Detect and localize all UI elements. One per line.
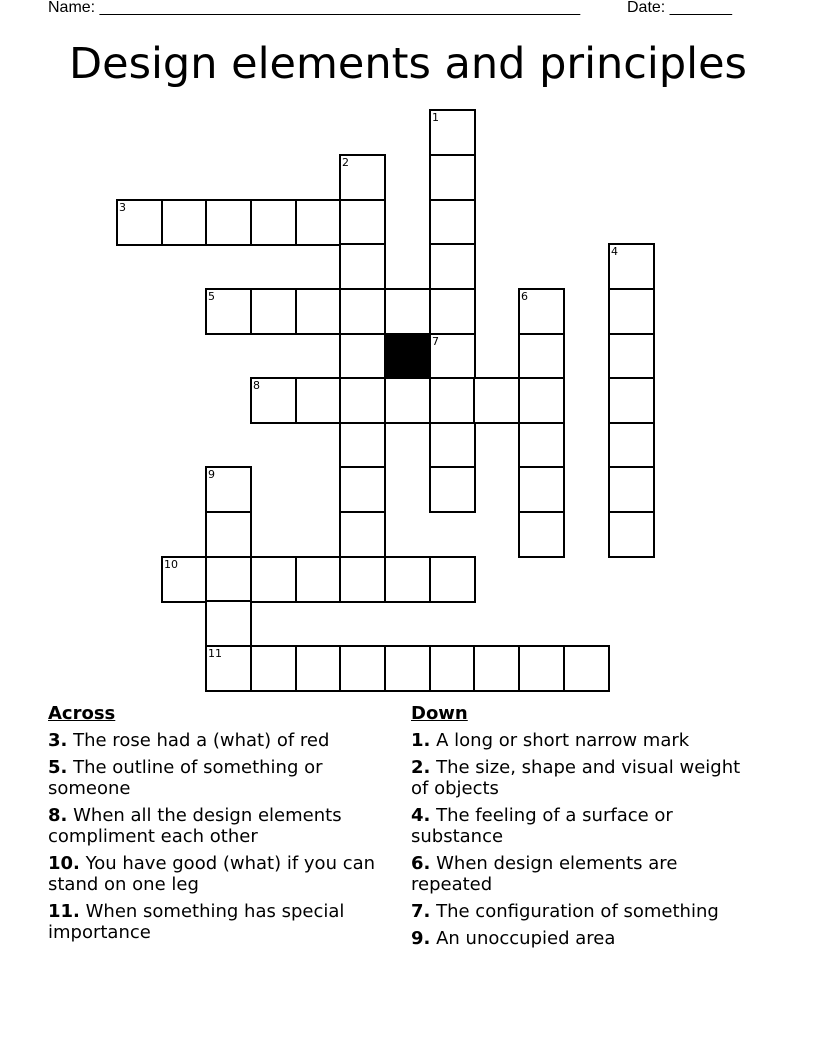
grid-cell[interactable]: [563, 645, 610, 692]
grid-cell[interactable]: [116, 199, 163, 246]
grid-cell[interactable]: [339, 422, 386, 469]
down-clue: [411, 805, 761, 847]
across-clue: [48, 730, 398, 751]
grid-cell[interactable]: [384, 377, 431, 424]
grid-cell[interactable]: [339, 645, 386, 692]
clue-number-label: 3: [119, 201, 126, 214]
grid-cell[interactable]: [429, 288, 476, 335]
across-heading: Across: [48, 703, 116, 724]
grid-cell[interactable]: [205, 511, 252, 558]
grid-cell[interactable]: [250, 645, 297, 692]
clue-text: The rose had a (what) of red: [73, 730, 330, 751]
grid-cell[interactable]: [429, 199, 476, 246]
across-clues: [48, 703, 398, 949]
grid-cell[interactable]: [295, 645, 342, 692]
clue-number: 1.: [411, 730, 431, 751]
grid-cell[interactable]: [339, 199, 386, 246]
grid-cell[interactable]: [608, 377, 655, 424]
grid-cell[interactable]: [339, 333, 386, 380]
grid-cell[interactable]: [339, 243, 386, 290]
grid-cell[interactable]: [250, 377, 297, 424]
clue-number: 10.: [48, 853, 80, 874]
grid-cell[interactable]: [429, 645, 476, 692]
grid-cell[interactable]: [608, 466, 655, 513]
grid-cell[interactable]: [339, 511, 386, 558]
clue-text: The size, shape and visual weight of objects: [411, 757, 741, 799]
grid-cell[interactable]: [429, 243, 476, 290]
clue-text: The configuration of something: [436, 901, 719, 922]
clue-number-label: 4: [611, 245, 618, 258]
down-clue: [411, 853, 761, 895]
grid-cell[interactable]: [518, 422, 565, 469]
clue-number: 4.: [411, 805, 431, 826]
clue-number-label: 9: [208, 468, 215, 481]
grid-cell[interactable]: [250, 288, 297, 335]
clue-text: When something has special importance: [48, 901, 345, 943]
grid-cell[interactable]: [518, 333, 565, 380]
grid-cell[interactable]: [161, 556, 208, 603]
grid-cell[interactable]: [250, 199, 297, 246]
clue-number: 9.: [411, 928, 431, 949]
down-clue: [411, 901, 761, 922]
clue-number: 11.: [48, 901, 80, 922]
clue-number: 2.: [411, 757, 431, 778]
clue-number-label: 10: [164, 558, 178, 571]
down-heading: Down: [411, 703, 468, 724]
clue-text: You have good (what) if you can stand on one leg: [48, 853, 376, 895]
clue-number-label: 5: [208, 290, 215, 303]
date-field[interactable]: Date: _______: [627, 0, 732, 16]
clue-number-label: 2: [342, 156, 349, 169]
clue-text: The outline of something or someone: [48, 757, 323, 799]
down-clues: [411, 703, 761, 955]
grid-cell[interactable]: [429, 109, 476, 156]
clue-number-label: 8: [253, 379, 260, 392]
grid-cell[interactable]: [384, 288, 431, 335]
grid-cell[interactable]: [608, 511, 655, 558]
grid-cell[interactable]: [339, 154, 386, 201]
across-clue: [48, 805, 398, 847]
grid-cell[interactable]: [295, 556, 342, 603]
grid-cell[interactable]: [429, 333, 476, 380]
grid-cell[interactable]: [518, 288, 565, 335]
grid-cell[interactable]: [429, 377, 476, 424]
grid-cell[interactable]: [429, 466, 476, 513]
grid-cell[interactable]: [518, 511, 565, 558]
clue-number: 3.: [48, 730, 68, 751]
grid-cell[interactable]: [384, 556, 431, 603]
across-clue: [48, 853, 398, 895]
clue-number: 6.: [411, 853, 431, 874]
grid-cell[interactable]: [205, 556, 252, 603]
grid-cell[interactable]: [250, 556, 297, 603]
grid-cell[interactable]: [339, 556, 386, 603]
grid-cell[interactable]: [518, 377, 565, 424]
down-clue: [411, 730, 761, 751]
grid-cell[interactable]: [608, 422, 655, 469]
clue-number-label: 6: [521, 290, 528, 303]
grid-cell[interactable]: [205, 288, 252, 335]
clue-number: 5.: [48, 757, 68, 778]
across-clue: [48, 757, 398, 799]
grid-cell[interactable]: [518, 466, 565, 513]
down-clue: [411, 757, 761, 799]
grid-cell[interactable]: [429, 556, 476, 603]
clue-number-label: 1: [432, 111, 439, 124]
grid-cell[interactable]: [384, 645, 431, 692]
clue-number: 7.: [411, 901, 431, 922]
grid-cell[interactable]: [161, 199, 208, 246]
clue-number-label: 7: [432, 335, 439, 348]
name-field[interactable]: Name: ______________________________________________________: [48, 0, 581, 16]
grid-cell[interactable]: [339, 466, 386, 513]
clue-text: The feeling of a surface or substance: [411, 805, 673, 847]
clue-text: An unoccupied area: [436, 928, 616, 949]
grid-cell[interactable]: [205, 466, 252, 513]
clue-number: 8.: [48, 805, 68, 826]
across-clue: [48, 901, 398, 943]
page-title: Design elements and principles: [69, 39, 747, 89]
grid-cell[interactable]: [339, 288, 386, 335]
down-clue: [411, 928, 761, 949]
grid-cell[interactable]: [429, 154, 476, 201]
grid-cell[interactable]: [205, 645, 252, 692]
grid-cell[interactable]: [608, 288, 655, 335]
grid-cell[interactable]: [473, 377, 520, 424]
grid-cell[interactable]: [205, 199, 252, 246]
grid-cell[interactable]: [295, 377, 342, 424]
grid-cell[interactable]: [518, 645, 565, 692]
grid-cell[interactable]: [429, 422, 476, 469]
grid-cell[interactable]: [339, 377, 386, 424]
clue-text: When all the design elements compliment each other: [48, 805, 342, 847]
grid-cell[interactable]: [473, 645, 520, 692]
grid-cell[interactable]: [295, 199, 342, 246]
clue-number-label: 11: [208, 647, 222, 660]
grid-cell[interactable]: [608, 333, 655, 380]
grid-cell[interactable]: [608, 243, 655, 290]
grid-cell[interactable]: [295, 288, 342, 335]
black-cell: [384, 333, 431, 380]
clue-text: A long or short narrow mark: [436, 730, 690, 751]
grid-cell[interactable]: [205, 600, 252, 647]
clue-text: When design elements are repeated: [411, 853, 678, 895]
